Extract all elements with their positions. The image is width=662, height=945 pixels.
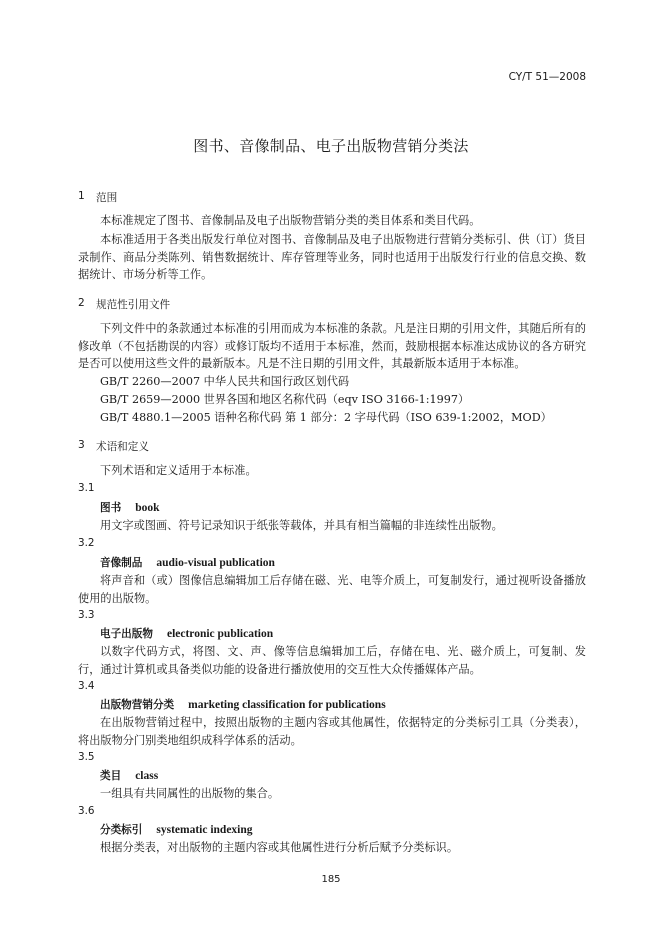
term-en: marketing classification for publications <box>188 699 386 711</box>
section-1-paragraph-1: 本标准规定了图书、音像制品及电子出版物营销分类的类目体系和类目代码。 <box>100 214 481 227</box>
term-title <box>100 500 159 515</box>
term-en: audio-visual publication <box>156 557 275 569</box>
term-title <box>100 822 253 837</box>
section-2-number: 2 <box>78 297 85 309</box>
term-definition: 在出版物营销过程中，按照出版物的主题内容或其他属性，依据特定的分类标引工具（分类表），将出版物分门别类地组织成科学体系的活动。 <box>78 716 586 747</box>
term-zh: 音像制品 <box>100 557 143 569</box>
reference-item: GB/T 2260—2007 中华人民共和国行政区划代码 <box>100 375 350 388</box>
term-zh: 分类标引 <box>100 824 143 836</box>
term-en: book <box>135 502 160 514</box>
term-zh: 电子出版物 <box>100 628 153 640</box>
term-number: 3.1 <box>78 482 95 494</box>
section-2-heading: 规范性引用文件 <box>96 299 171 311</box>
term-number: 3.5 <box>78 751 95 763</box>
term-zh: 出版物营销分类 <box>100 699 175 711</box>
term-title <box>100 768 158 783</box>
section-2-paragraph-1: 下列文件中的条款通过本标准的引用而成为本标准的条款。凡是注日期的引用文件，其随后所有的修改单（不包括勘误的内容）或修订版均不适用于本标准，然而，鼓励根据本标准达成协议的各方研究是否可以使用这些文件的最新版本。凡是不注日期的引用文件，其最新版本适用于本标准。 <box>78 322 586 370</box>
term-number: 3.2 <box>78 537 95 549</box>
term-number: 3.3 <box>78 609 95 621</box>
section-1-heading: 范围 <box>96 192 118 204</box>
term-title <box>100 626 273 641</box>
standard-code: CY/T 51—2008 <box>508 71 586 83</box>
term-definition: 用文字或图画、符号记录知识于纸张等载体，并具有相当篇幅的非连续性出版物。 <box>100 519 503 532</box>
term-number: 3.6 <box>78 805 95 817</box>
reference-item: GB/T 4880.1—2005 语种名称代码 第 1 部分：2 字母代码（ISO 639-1:2002，MOD） <box>100 411 552 424</box>
section-3-heading: 术语和定义 <box>96 441 149 453</box>
term-definition: 一组具有共同属性的出版物的集合。 <box>100 787 280 800</box>
section-3-intro: 下列术语和定义适用于本标准。 <box>100 464 257 477</box>
section-1-paragraph-2: 本标准适用于各类出版发行单位对图书、音像制品及电子出版物进行营销分类标引、供（订）货目录制作、商品分类陈列、销售数据统计、库存管理等业务，同时也适用于出版发行行业的信息交换、数据统计、市场分析等工作。 <box>78 233 586 281</box>
term-zh: 图书 <box>100 502 122 514</box>
term-title <box>100 555 275 570</box>
term-zh: 类目 <box>100 770 122 782</box>
page-number: 185 <box>321 874 341 885</box>
term-en: electronic publication <box>166 628 274 640</box>
term-en: class <box>135 770 159 782</box>
term-en: systematic indexing <box>156 824 253 836</box>
term-title <box>100 697 386 712</box>
term-definition: 将声音和（或）图像信息编辑加工后存储在磁、光、电等介质上，可复制发行，通过视听设备播放使用的出版物。 <box>78 574 586 605</box>
term-number: 3.4 <box>78 680 95 692</box>
term-definition: 根据分类表，对出版物的主题内容或其他属性进行分析后赋予分类标识。 <box>100 841 459 854</box>
reference-item: GB/T 2659—2000 世界各国和地区名称代码（eqv ISO 3166-1:1997） <box>100 393 470 406</box>
term-definition: 以数字代码方式，将图、文、声、像等信息编辑加工后，存储在电、光、磁介质上，可复制、发行，通过计算机或具备类似功能的设备进行播放使用的交互性大众传播媒体产品。 <box>78 645 586 676</box>
document-title: 图书、音像制品、电子出版物营销分类法 <box>193 137 469 155</box>
section-3-number: 3 <box>78 439 85 451</box>
section-1-number: 1 <box>78 190 85 202</box>
